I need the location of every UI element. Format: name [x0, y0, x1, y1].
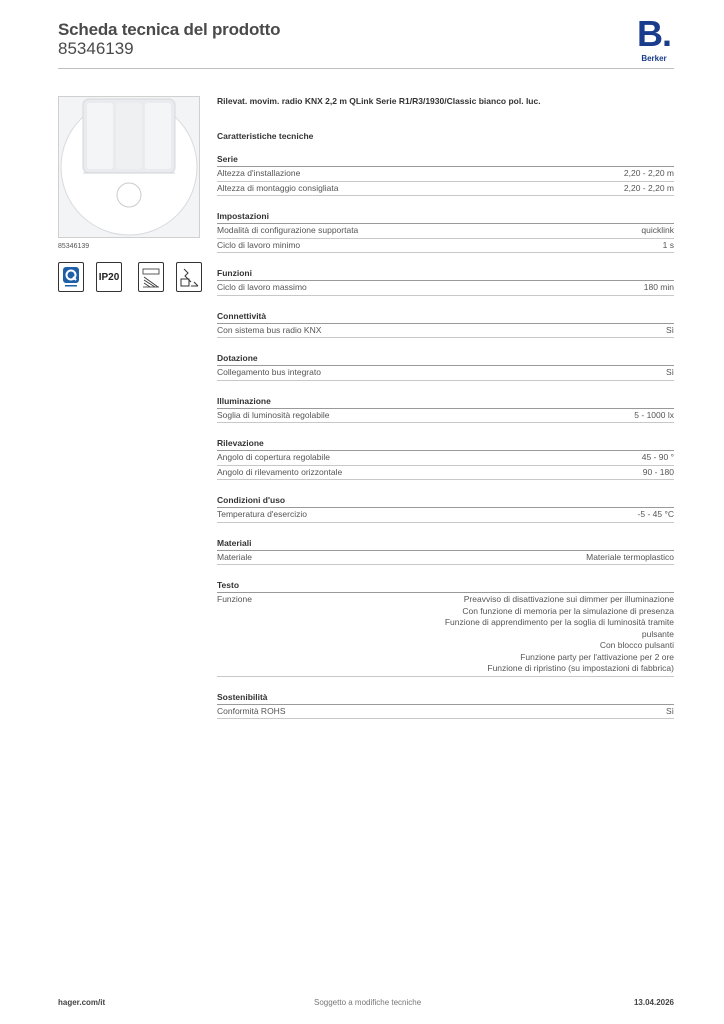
section-funzioni: [217, 267, 674, 296]
spec-value-line: Funzione di apprendimento per la soglia di luminosità tramite: [444, 617, 674, 627]
spec-label: Ciclo di lavoro minimo: [217, 239, 301, 250]
spec-label: Con sistema bus radio KNX: [217, 324, 322, 335]
spec-row: [217, 451, 674, 466]
characteristics-title: Caratteristiche tecniche: [217, 131, 314, 141]
spec-row: [217, 182, 674, 197]
spec-label: Angolo di rilevamento orizzontale: [217, 466, 343, 477]
product-image: [58, 96, 200, 238]
spec-row: [217, 281, 674, 296]
spec-value: Sì: [665, 367, 674, 377]
spec-value: 180 min: [643, 282, 674, 292]
spec-label: Conformità ROHS: [217, 705, 286, 716]
section-illuminazione: [217, 395, 674, 424]
ip-rating-label: IP20: [98, 271, 120, 283]
spec-value: Materiale termoplastico: [586, 551, 674, 562]
spec-label: Temperatura d'esercizio: [217, 509, 307, 519]
section-dotazione: [217, 352, 674, 381]
section-title: Connettività: [217, 310, 267, 321]
spec-row: [217, 705, 674, 720]
footer-website-link[interactable]: hager.com/it: [58, 998, 106, 1007]
spec-label: Altezza di montaggio consigliata: [217, 182, 339, 193]
spec-value: 2,20 - 2,20 m: [623, 182, 674, 193]
spec-value-line: Con blocco pulsanti: [599, 640, 674, 650]
spec-row: [217, 466, 674, 481]
spec-value: 90 - 180: [642, 466, 674, 477]
spec-label: Soglia di luminosità regolabile: [217, 409, 330, 420]
spec-row: [217, 324, 674, 339]
motion-detector-icon: [59, 97, 199, 237]
section-impostazioni: [217, 210, 674, 253]
spec-value: 45 - 90 °: [641, 452, 674, 462]
spec-value-line: Con funzione di memoria per la simulazione di presenza: [462, 605, 674, 616]
spec-value-line: Funzione party per l'attivazione per 2 ore: [520, 651, 674, 662]
logo-name: Berker: [641, 54, 667, 63]
page-header: [58, 13, 674, 70]
section-title: Sostenibilità: [217, 691, 268, 702]
section-title: Funzioni: [217, 268, 252, 278]
spec-row: [217, 409, 674, 424]
section-title: Impostazioni: [217, 211, 269, 221]
spec-value-line: Preavviso di disattivazione sui dimmer per illuminazione: [463, 594, 674, 604]
section-sostenibilita: [217, 691, 674, 720]
spec-label: Modalità di configurazione supportata: [217, 225, 359, 235]
section-materiali: [217, 537, 674, 566]
spec-value-line: pulsante: [641, 628, 674, 639]
logo-letter: B.: [637, 13, 671, 54]
spec-value: Sì: [665, 705, 674, 716]
section-connettivita: [217, 310, 674, 339]
spec-row: [217, 167, 674, 182]
spec-row: [217, 366, 674, 381]
section-serie: [217, 153, 674, 196]
spec-row: [217, 508, 674, 523]
ip20-badge-icon: [96, 262, 122, 292]
spec-value: quicklink: [641, 225, 674, 235]
radio-installation-icon: [176, 262, 202, 292]
spec-value: 1 s: [662, 239, 674, 250]
section-title: Testo: [217, 580, 240, 590]
spec-label: Funzione: [217, 594, 252, 604]
berker-logo: [634, 13, 674, 66]
section-title: Dotazione: [217, 353, 258, 363]
spec-value: Sì: [665, 324, 674, 335]
footer-note: Soggetto a modifiche tecniche: [314, 998, 422, 1007]
spec-label: Collegamento bus integrato: [217, 367, 321, 377]
section-title: Materiali: [217, 537, 252, 548]
section-title: Rilevazione: [217, 438, 264, 448]
spec-label: Angolo di copertura regolabile: [217, 452, 330, 462]
quicklink-badge-icon: [58, 262, 84, 292]
spec-value: 5 - 1000 lx: [634, 409, 674, 420]
mounting-height-icon: [138, 262, 164, 292]
section-rilevazione: [217, 437, 674, 480]
product-name: Rilevat. movim. radio KNX 2,2 m QLink Serie R1/R3/1930/Classic bianco pol. luc.: [217, 96, 541, 106]
spec-sections: [217, 149, 674, 719]
section-title: Illuminazione: [217, 395, 271, 406]
spec-label: Materiale: [217, 551, 252, 562]
spec-label: Ciclo di lavoro massimo: [217, 282, 307, 292]
section-title: Serie: [217, 154, 238, 164]
section-testo: [217, 579, 674, 677]
section-title: Condizioni d'uso: [217, 495, 286, 505]
spec-label: Altezza d'installazione: [217, 168, 301, 178]
product-code: 85346139: [58, 39, 134, 58]
spec-row: [217, 593, 674, 677]
footer-date: 13.04.2026: [633, 998, 674, 1007]
header-divider: [58, 68, 674, 69]
spec-value: -5 - 45 °C: [637, 509, 674, 519]
spec-value: 2,20 - 2,20 m: [623, 168, 674, 178]
document-title: Scheda tecnica del prodotto: [58, 20, 281, 39]
image-product-code: 85346139: [58, 243, 90, 250]
section-condizioni-uso: [217, 494, 674, 523]
spec-value-line: Funzione di ripristino (su impostazioni di fabbrica): [487, 663, 674, 673]
spec-row: [217, 551, 674, 566]
spec-row: [217, 224, 674, 239]
spec-row: [217, 239, 674, 254]
spec-value-list: [445, 594, 674, 675]
